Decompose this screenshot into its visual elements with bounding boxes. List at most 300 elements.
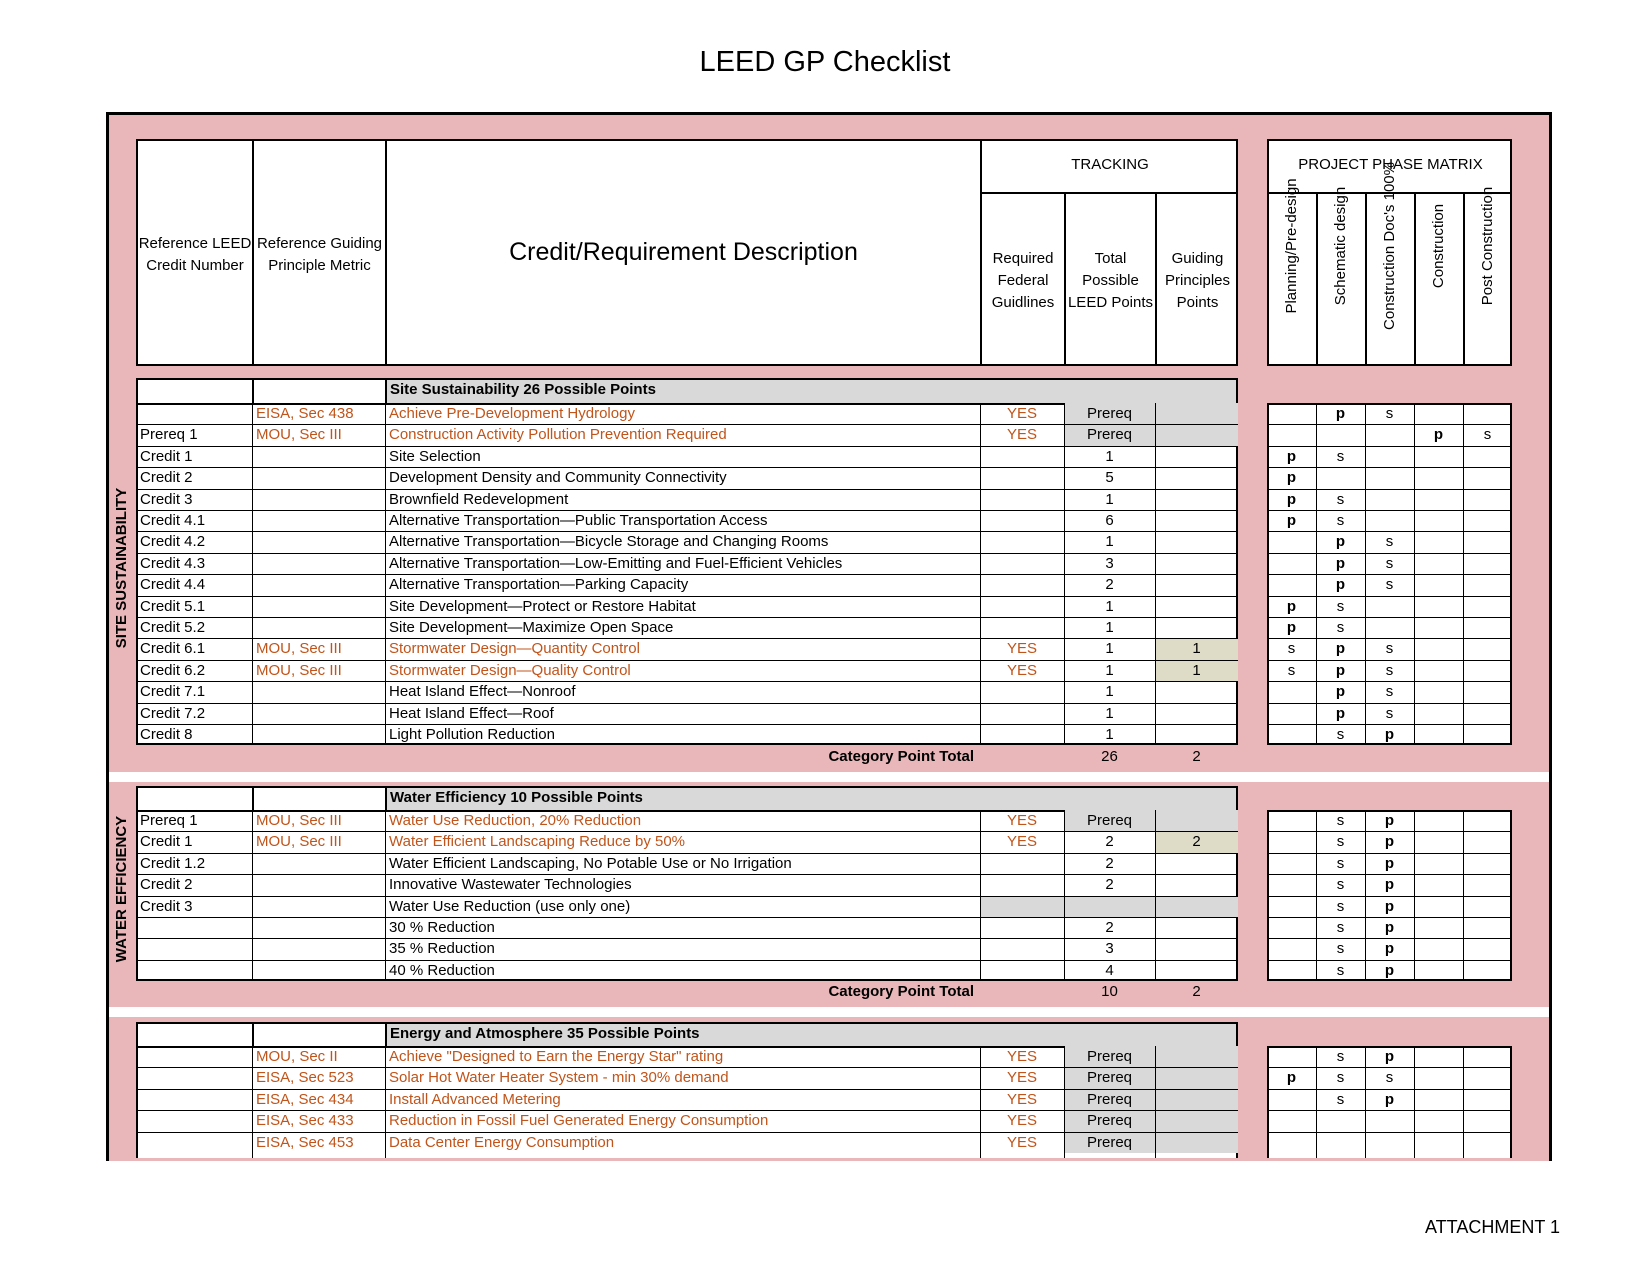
required-federal-value: YES [1006, 426, 1037, 444]
guiding-reference [256, 853, 383, 874]
required-federal-value: YES [1006, 405, 1037, 422]
phase-cell [1414, 467, 1463, 488]
total-points-value: Prereq [1086, 1133, 1133, 1151]
total-points-value: 2 [1105, 876, 1114, 894]
credit-number [140, 1067, 250, 1088]
phase-cell [1463, 896, 1512, 917]
phase-cell: s [1385, 533, 1394, 551]
category-total-gp: 2 [1192, 748, 1201, 765]
guiding-points-value [1155, 596, 1238, 617]
phase-cell [1267, 424, 1316, 445]
credit-number: Credit 4.4 [140, 576, 206, 594]
total-points-value: Prereq [1086, 426, 1133, 444]
phase-header: Planning/Pre-design [1283, 178, 1300, 314]
credit-description: Stormwater Design—Quality Control [389, 661, 631, 679]
phase-cell: s [1385, 704, 1394, 722]
guiding-reference [256, 724, 383, 745]
phase-cell [1463, 510, 1512, 531]
phase-cell [1316, 1110, 1365, 1131]
phase-cell [1463, 724, 1512, 745]
guiding-reference [256, 681, 383, 702]
total-points-value: Prereq [1086, 1112, 1133, 1130]
phase-cell: s [1336, 619, 1345, 636]
phase-cell [1414, 574, 1463, 595]
total-points-value: 3 [1105, 554, 1114, 572]
guiding-points-value [1155, 489, 1238, 510]
guiding-reference [256, 703, 383, 724]
phase-cell [1463, 681, 1512, 702]
phase-cell [1463, 574, 1512, 595]
phase-cell [1267, 1089, 1316, 1110]
phase-cell [1463, 853, 1512, 874]
credit-description: Construction Activity Pollution Prevention Required [389, 426, 727, 444]
required-federal-value [980, 874, 1064, 895]
guiding-reference [256, 510, 383, 531]
credit-number: Credit 6.2 [140, 661, 206, 679]
guiding-points-value [1155, 424, 1238, 445]
guiding-reference: MOU, Sec III [256, 661, 342, 679]
credit-number [140, 917, 250, 938]
required-federal-value [980, 596, 1064, 617]
phase-cell [1463, 660, 1512, 681]
guiding-reference: EISA, Sec 433 [256, 1112, 354, 1130]
phase-cell: p [1286, 490, 1297, 508]
phase-cell: p [1335, 405, 1346, 422]
credit-description: 35 % Reduction [389, 940, 495, 958]
total-points-value: 2 [1105, 576, 1114, 594]
phase-cell [1316, 1132, 1365, 1153]
guiding-points-value [1155, 1067, 1238, 1088]
category-total-label: Category Point Total [828, 983, 974, 1000]
credit-number: Credit 4.2 [140, 533, 206, 551]
required-federal-value [980, 853, 1064, 874]
credit-number: Credit 2 [140, 469, 193, 487]
credit-number: Credit 1.2 [140, 854, 206, 872]
total-points-value: 1 [1105, 661, 1114, 679]
phase-cell: p [1286, 597, 1297, 615]
phase-cell: s [1385, 576, 1394, 594]
required-federal-value [980, 681, 1064, 702]
phase-cell [1414, 403, 1463, 424]
credit-description: Development Density and Community Connectivity [389, 469, 727, 487]
total-points-value: 5 [1105, 469, 1114, 487]
phase-header: Post Construction [1479, 186, 1496, 306]
total-points-value: 1 [1105, 640, 1114, 658]
credit-number: Credit 1 [140, 833, 193, 851]
credit-number [140, 938, 250, 959]
phase-cell: p [1335, 554, 1346, 572]
phase-cell [1463, 531, 1512, 552]
phase-cell [1267, 1110, 1316, 1131]
guiding-points-value [1155, 531, 1238, 552]
credit-number [140, 1132, 250, 1153]
phase-cell: s [1336, 940, 1345, 958]
section-heading: Energy and Atmosphere 35 Possible Points [390, 1025, 700, 1042]
credit-description: Alternative Transportation—Parking Capacity [389, 576, 689, 594]
section-label: SITE SUSTAINABILITY [113, 487, 130, 649]
phase-cell [1414, 853, 1463, 874]
phase-cell: p [1335, 576, 1346, 594]
total-points-value: 3 [1105, 940, 1114, 958]
credit-description: Stormwater Design—Quantity Control [389, 640, 640, 658]
credit-number: Credit 2 [140, 876, 193, 894]
required-federal-value: YES [1006, 1069, 1037, 1087]
section-heading: Site Sustainability 26 Possible Points [390, 381, 656, 398]
phase-cell [1267, 724, 1316, 745]
phase-cell [1365, 424, 1414, 445]
guiding-points-value [1155, 810, 1238, 831]
guiding-reference [256, 574, 383, 595]
phase-cell [1414, 596, 1463, 617]
header-tracking: TRACKING [1071, 156, 1149, 173]
phase-cell [1463, 1067, 1512, 1088]
phase-cell [1267, 896, 1316, 917]
required-federal-value: YES [1006, 812, 1037, 829]
header-phase-matrix: PROJECT PHASE MATRIX [1298, 156, 1483, 173]
guiding-reference: MOU, Sec III [256, 640, 342, 658]
phase-cell: s [1336, 597, 1345, 615]
credit-number: Prereq 1 [140, 812, 198, 829]
guiding-reference [256, 489, 383, 510]
credit-description: Alternative Transportation—Bicycle Storage and Changing Rooms [389, 533, 829, 551]
guiding-points-value [1155, 403, 1238, 424]
phase-cell [1463, 1132, 1512, 1153]
total-points-value: Prereq [1086, 812, 1133, 829]
phase-cell [1267, 810, 1316, 831]
required-federal-value [980, 510, 1064, 531]
phase-cell [1267, 574, 1316, 595]
page-title: LEED GP Checklist [699, 46, 951, 78]
phase-cell: p [1384, 961, 1395, 979]
guiding-reference: EISA, Sec 523 [256, 1069, 354, 1087]
credit-number: Credit 4.3 [140, 554, 206, 572]
phase-cell [1414, 1067, 1463, 1088]
guiding-reference [256, 874, 383, 895]
phase-header: Construction Doc's 100% [1381, 162, 1398, 330]
credit-description: Water Use Reduction (use only one) [389, 897, 631, 915]
section-divider [109, 1007, 1549, 1017]
credit-number: Credit 3 [140, 897, 193, 915]
required-federal-value [980, 917, 1064, 938]
phase-cell: p [1286, 619, 1297, 636]
guiding-points-value [1155, 681, 1238, 702]
credit-description: Light Pollution Reduction [389, 726, 555, 743]
guiding-reference [256, 917, 383, 938]
total-points-value: 1 [1105, 726, 1114, 743]
phase-cell [1463, 467, 1512, 488]
total-points-value: 1 [1105, 490, 1114, 508]
credit-number [140, 403, 250, 424]
phase-cell [1414, 724, 1463, 745]
phase-cell [1414, 810, 1463, 831]
phase-cell: p [1384, 876, 1395, 894]
credit-description: Reduction in Fossil Fuel Generated Energy Consumption [389, 1112, 769, 1130]
phase-cell [1316, 424, 1365, 445]
phase-cell [1414, 553, 1463, 574]
phase-cell: s [1287, 661, 1296, 679]
credit-description: Water Use Reduction, 20% Reduction [389, 812, 642, 829]
phase-cell: s [1483, 426, 1492, 444]
guiding-reference [256, 596, 383, 617]
required-federal-value [980, 467, 1064, 488]
phase-cell: s [1336, 726, 1345, 743]
phase-cell [1365, 617, 1414, 638]
phase-cell: s [1385, 1069, 1394, 1087]
section-label: WATER EFFICIENCY [113, 815, 130, 963]
credit-number: Credit 8 [140, 726, 193, 743]
guiding-points-value [1155, 938, 1238, 959]
phase-cell [1414, 1046, 1463, 1067]
phase-cell [1267, 917, 1316, 938]
phase-cell [1414, 617, 1463, 638]
credit-number: Credit 5.2 [140, 619, 206, 636]
guiding-points-value: 1 [1192, 661, 1201, 679]
credit-description: Site Development—Protect or Restore Habitat [389, 597, 696, 615]
phase-cell [1414, 703, 1463, 724]
phase-cell [1463, 446, 1512, 467]
credit-number [140, 1089, 250, 1110]
phase-cell [1414, 938, 1463, 959]
phase-cell [1463, 638, 1512, 659]
guiding-reference: MOU, Sec II [256, 1048, 338, 1065]
total-points-value: 6 [1105, 512, 1114, 529]
total-points-value: Prereq [1086, 1048, 1133, 1065]
credit-number [140, 960, 250, 981]
category-total-points: 26 [1101, 748, 1118, 765]
phase-cell [1414, 960, 1463, 981]
credit-description: Solar Hot Water Heater System - min 30% demand [389, 1069, 729, 1087]
credit-number: Credit 7.2 [140, 704, 206, 722]
total-points-value: Prereq [1086, 1090, 1133, 1108]
phase-cell [1365, 489, 1414, 510]
total-points-value: 1 [1105, 683, 1114, 701]
credit-description: Water Efficient Landscaping, No Potable Use or No Irrigation [389, 854, 792, 872]
phase-cell [1414, 681, 1463, 702]
phase-cell: p [1384, 1090, 1395, 1108]
required-federal-value [980, 724, 1064, 745]
required-federal-value [980, 617, 1064, 638]
guiding-points-value [1155, 1110, 1238, 1131]
phase-header: Construction [1430, 203, 1447, 289]
credit-description: Heat Island Effect—Roof [389, 704, 554, 722]
required-federal-value [980, 574, 1064, 595]
credit-description: Alternative Transportation—Public Transportation Access [389, 512, 768, 529]
guiding-reference [256, 896, 383, 917]
header-required-federal: Required Federal Guidlines [991, 250, 1055, 311]
guiding-points-value: 1 [1192, 640, 1201, 658]
section-divider [109, 772, 1549, 782]
phase-cell [1267, 831, 1316, 852]
phase-cell [1414, 917, 1463, 938]
phase-cell [1414, 638, 1463, 659]
phase-cell: s [1385, 640, 1394, 658]
guiding-points-value [1155, 1089, 1238, 1110]
phase-cell: s [1336, 1069, 1345, 1087]
phase-cell: p [1335, 704, 1346, 722]
phase-cell: s [1336, 897, 1345, 915]
credit-number [140, 1110, 250, 1131]
phase-cell: s [1385, 554, 1394, 572]
phase-cell [1414, 1110, 1463, 1131]
phase-cell [1463, 1089, 1512, 1110]
guiding-reference: EISA, Sec 453 [256, 1133, 354, 1151]
section-heading: Water Efficiency 10 Possible Points [390, 789, 643, 806]
phase-cell: s [1336, 833, 1345, 851]
total-points-value: 2 [1105, 919, 1114, 936]
header-guiding-points: Guiding Principles Points [1164, 250, 1231, 311]
attachment-label: ATTACHMENT 1 [1425, 1217, 1561, 1237]
phase-cell [1316, 467, 1365, 488]
total-points-value: 2 [1105, 854, 1114, 872]
required-federal-value: YES [1006, 833, 1037, 851]
phase-cell [1414, 1089, 1463, 1110]
phase-cell [1365, 596, 1414, 617]
credit-description: Water Efficient Landscaping Reduce by 50% [389, 833, 686, 851]
phase-cell [1463, 403, 1512, 424]
required-federal-value [980, 938, 1064, 959]
phase-cell: p [1384, 897, 1395, 915]
category-total-label: Category Point Total [828, 748, 974, 765]
phase-cell [1463, 831, 1512, 852]
required-federal-value: YES [1006, 1133, 1037, 1151]
phase-cell [1267, 403, 1316, 424]
guiding-reference: MOU, Sec III [256, 812, 342, 829]
guiding-reference [256, 938, 383, 959]
phase-cell [1365, 1132, 1414, 1153]
credit-description: Site Selection [389, 447, 481, 465]
phase-cell [1463, 617, 1512, 638]
header-description: Credit/Requirement Description [509, 238, 858, 266]
guiding-points-value [1155, 574, 1238, 595]
phase-cell [1267, 553, 1316, 574]
phase-cell: p [1384, 919, 1395, 936]
phase-cell: s [1385, 405, 1394, 422]
phase-cell: p [1384, 940, 1395, 958]
phase-cell [1414, 660, 1463, 681]
credit-number: Credit 5.1 [140, 597, 206, 615]
phase-cell [1414, 1132, 1463, 1153]
total-points-value: 1 [1105, 533, 1114, 551]
guiding-points-value [1155, 617, 1238, 638]
guiding-points-value [1155, 1132, 1238, 1153]
header-ref-leed: Reference LEED Credit Number [138, 235, 252, 274]
phase-cell [1414, 896, 1463, 917]
phase-cell: p [1384, 812, 1395, 829]
total-points-value: 2 [1105, 833, 1114, 851]
phase-cell: p [1384, 726, 1395, 743]
required-federal-value: YES [1006, 1090, 1037, 1108]
credit-number: Credit 6.1 [140, 640, 206, 658]
phase-cell: p [1335, 683, 1346, 701]
phase-header: Schematic design [1332, 186, 1349, 306]
required-federal-value [980, 960, 1064, 981]
guiding-points-value [1155, 1046, 1238, 1067]
phase-cell: p [1384, 833, 1395, 851]
phase-cell [1463, 596, 1512, 617]
phase-cell [1267, 681, 1316, 702]
phase-cell [1463, 489, 1512, 510]
phase-cell [1365, 1110, 1414, 1131]
guiding-points-value [1155, 553, 1238, 574]
guiding-reference [256, 446, 383, 467]
phase-cell: s [1385, 683, 1394, 701]
credit-number: Credit 1 [140, 447, 193, 465]
phase-cell: s [1287, 640, 1296, 658]
phase-cell [1463, 917, 1512, 938]
guiding-reference: MOU, Sec III [256, 426, 342, 444]
phase-cell [1463, 1110, 1512, 1131]
credit-number: Credit 7.1 [140, 683, 206, 701]
required-federal-value: YES [1006, 640, 1037, 658]
guiding-reference: EISA, Sec 434 [256, 1090, 354, 1108]
guiding-points-value [1155, 896, 1238, 917]
phase-cell: s [1336, 1048, 1345, 1065]
credit-description: Brownfield Redevelopment [389, 490, 569, 508]
required-federal-value: YES [1006, 1048, 1037, 1065]
header-ref-guiding: Reference Guiding Principle Metric [256, 235, 383, 274]
credit-description: 30 % Reduction [389, 919, 495, 936]
guiding-points-value: 2 [1192, 833, 1201, 851]
phase-cell [1267, 1046, 1316, 1067]
phase-cell: p [1335, 640, 1346, 658]
guiding-points-value [1155, 703, 1238, 724]
phase-cell: s [1336, 876, 1345, 894]
header-total-possible: Total Possible LEED Points [1067, 250, 1154, 311]
phase-cell [1414, 510, 1463, 531]
phase-cell: p [1286, 512, 1297, 529]
total-points-value: Prereq [1086, 1069, 1133, 1087]
phase-cell: s [1385, 661, 1394, 679]
phase-cell [1267, 938, 1316, 959]
phase-cell: s [1336, 854, 1345, 872]
phase-cell [1365, 467, 1414, 488]
phase-cell [1267, 853, 1316, 874]
phase-cell [1463, 553, 1512, 574]
phase-cell [1267, 1132, 1316, 1153]
credit-number: Credit 4.1 [140, 512, 206, 529]
credit-description: Install Advanced Metering [389, 1090, 561, 1108]
required-federal-value [980, 531, 1064, 552]
guiding-points-value [1155, 874, 1238, 895]
required-federal-value: YES [1006, 1112, 1037, 1130]
guiding-reference: EISA, Sec 438 [256, 405, 354, 422]
phase-cell [1463, 1046, 1512, 1067]
phase-cell [1414, 489, 1463, 510]
total-points-value: 1 [1105, 447, 1114, 465]
guiding-points-value [1155, 917, 1238, 938]
phase-cell [1463, 938, 1512, 959]
credit-description: Achieve "Designed to Earn the Energy Star" rating [389, 1048, 724, 1065]
guiding-points-value [1155, 510, 1238, 531]
total-points-value [1064, 896, 1155, 917]
credit-number: Credit 3 [140, 490, 193, 508]
credit-description: Innovative Wastewater Technologies [389, 876, 632, 894]
category-total-points: 10 [1101, 983, 1118, 1000]
phase-cell [1414, 831, 1463, 852]
credit-description: Site Development—Maximize Open Space [389, 619, 674, 636]
guiding-points-value [1155, 467, 1238, 488]
phase-cell [1365, 446, 1414, 467]
phase-cell: s [1336, 490, 1345, 508]
phase-cell: s [1336, 919, 1345, 936]
total-points-value: 4 [1105, 961, 1114, 979]
phase-cell: p [1286, 447, 1297, 465]
phase-cell [1267, 874, 1316, 895]
credit-description: 40 % Reduction [389, 961, 495, 979]
guiding-points-value [1155, 960, 1238, 981]
total-points-value: 1 [1105, 704, 1114, 722]
credit-description: Data Center Energy Consumption [389, 1133, 615, 1151]
